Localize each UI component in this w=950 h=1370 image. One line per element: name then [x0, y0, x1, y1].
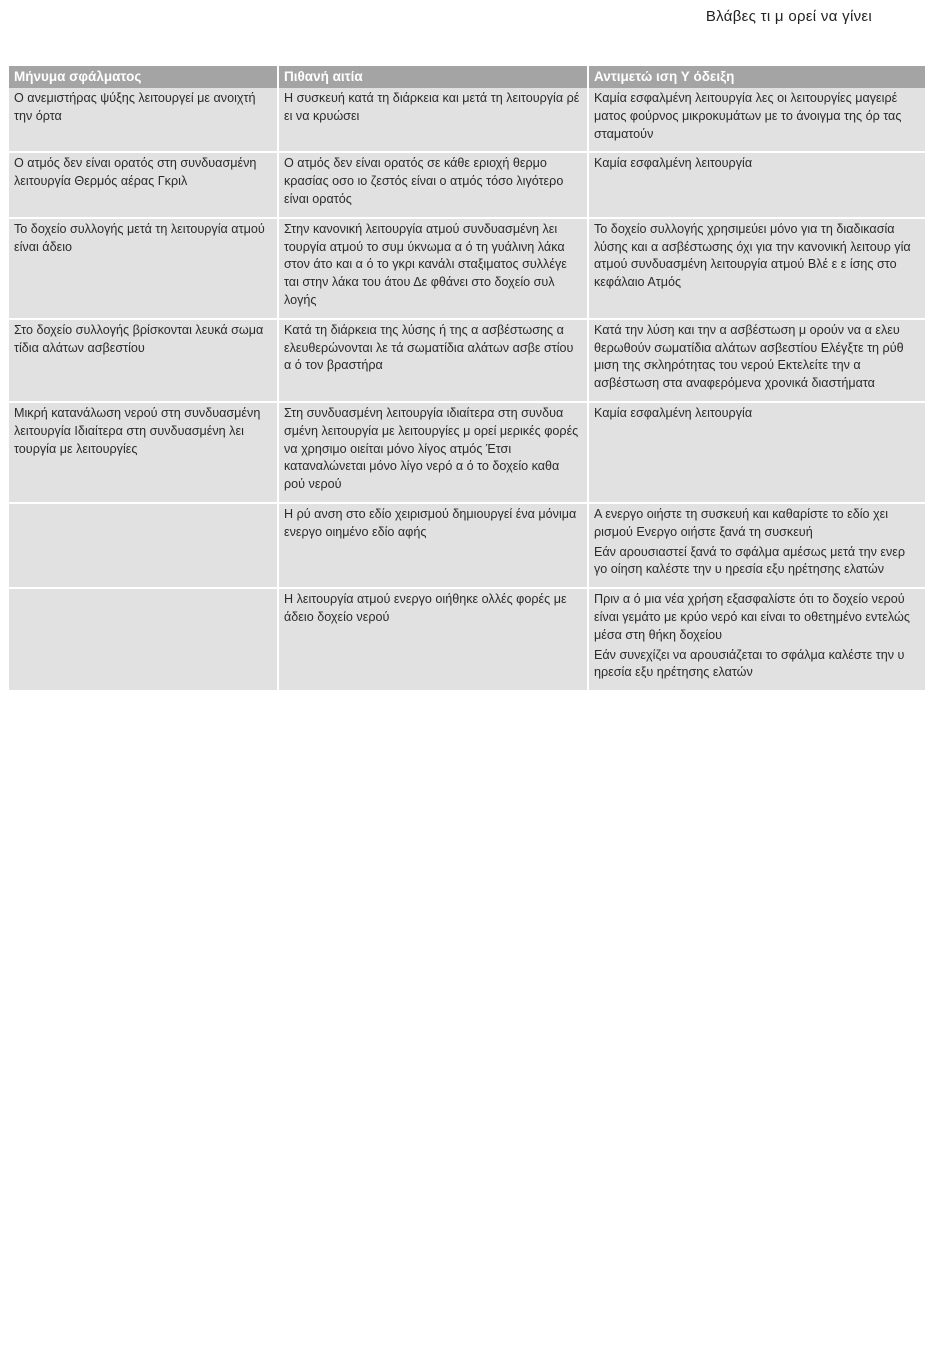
column-header-remedy: Αντιμετώ ιση Υ όδειξη — [588, 66, 925, 88]
remedy-cell — [588, 503, 925, 588]
remedy-text: Καμία εσφαλμένη λειτουργία — [594, 405, 753, 420]
remedy-cell — [588, 218, 925, 319]
error-message-cell: Το δοχείο συλλογής μετά τη λειτουργία ατμού είναι άδειο — [9, 218, 278, 319]
remedy-text: Εάν αρουσιαστεί ξανά το σφάλμα αμέσως μετά την ενερ γο οίηση καλέστε την υ ηρεσία εξυ ηρέτησης ελατών — [594, 544, 906, 577]
possible-cause-cell: Κατά τη διάρκεια της λύσης ή της α ασβέστωσης α ελευθερώνονται λε τά σωματίδια αλάτων ασβε στίου α ό τον βραστήρα — [278, 319, 588, 402]
error-message-cell — [9, 503, 278, 588]
error-message-cell — [9, 588, 278, 690]
possible-cause-cell: Η λειτουργία ατμού ενεργο οιήθηκε ολλές φορές με άδειο δοχείο νερού — [278, 588, 588, 690]
column-header-error-message: Μήνυμα σφάλματος — [9, 66, 278, 88]
error-message-cell: Ο ανεμιστήρας ψύξης λειτουργεί με ανοιχτή την όρτα — [9, 88, 278, 152]
page-header-title: Βλάβες τι μ ορεί να γίνει — [705, 8, 872, 25]
remedy-text: Καμία εσφαλμένη λειτουργία λες οι λειτουργίες μαγειρέ ματος φούρνος μικροκυμάτων με το άνοιγμα της όρ τας σταματούν — [594, 91, 902, 141]
remedy-cell — [588, 588, 925, 690]
remedy-text: Α ενεργο οιήστε τη συσκευή και καθαρίστε το εδίο χει ρισμού Ενεργο οιήστε ξανά τη συσκευή — [594, 506, 889, 539]
possible-cause-cell: Στη συνδυασμένη λειτουργία ιδιαίτερα στη συνδυα σμένη λειτουργία με λειτουργίες μ ορεί μερικές φορές να χρησιμο οιείται μόνο λίγος ατμός Έτσι καταναλώνεται μόνο λίγο νερό α ό το δοχείο καθα ρού νερού — [278, 402, 588, 503]
remedy-text: Καμία εσφαλμένη λειτουργία — [594, 156, 753, 171]
possible-cause-cell: Η συσκευή κατά τη διάρκεια και μετά τη λειτουργία ρέ ει να κρυώσει — [278, 88, 588, 152]
remedy-text: Πριν α ό μια νέα χρήση εξασφαλίστε ότι το δοχείο νερού είναι γεμάτο με κρύο νερό και είναι το οθετημένο εντελώς μέσα στη θήκη δοχείου — [594, 592, 910, 642]
remedy-text: Εάν συνεχίζει να αρουσιάζεται το σφάλμα καλέστε την υ ηρεσία εξυ ηρέτησης ελατών — [594, 647, 905, 680]
error-message-cell: Στο δοχείο συλλογής βρίσκονται λευκά σωμα τίδια αλάτων ασβεστίου — [9, 319, 278, 402]
table-row — [9, 218, 925, 319]
error-message-cell: Ο ατμός δεν είναι ορατός στη συνδυασμένη λειτουργία Θερμός αέρας Γκριλ — [9, 152, 278, 217]
remedy-text: Κατά την λύση και την α ασβέστωση μ ορούν να α ελευ θερωθούν σωματίδια αλάτων ασβεστίου Ελέγξτε τη ρύθ μιση της σκληρότητας του νερού Εκτελείτε την α ασβέστωση στα αναφερόμενα χρονικά διαστήματα — [594, 322, 904, 391]
table-row — [9, 503, 925, 588]
table-row — [9, 588, 925, 690]
remedy-cell — [588, 152, 925, 217]
remedy-cell — [588, 88, 925, 152]
possible-cause-cell: Στην κανονική λειτουργία ατμού συνδυασμένη λει τουργία ατμού το συμ ύκνωμα α ό τη γυάλινη λάκα στον άτο και α ό το γκρι κανάλι σταξιματος συλλέγε ται στην λάκα του άτου Δε φθάνει στο δοχείο συλ λογής — [278, 218, 588, 319]
error-message-cell: Μικρή κατανάλωση νερού στη συνδυασμένη λειτουργία Ιδιαίτερα στη συνδυασμένη λει τουργία με λειτουργίες — [9, 402, 278, 503]
troubleshooting-table — [9, 66, 925, 690]
remedy-text: Το δοχείο συλλογής χρησιμεύει μόνο για τη διαδικασία λύσης και α ασβέστωσης όχι για την κανονική λειτουρ γία ατμού συνδυασμένη λειτουργία ατμού Βλέ ε ε ίσης στο κεφάλαιο Ατμός — [594, 221, 911, 290]
remedy-cell — [588, 319, 925, 402]
table-row — [9, 319, 925, 402]
possible-cause-cell: Η ρύ ανση στο εδίο χειρισμού δημιουργεί ένα μόνιμα ενεργο οιημένο εδίο αφής — [278, 503, 588, 588]
table-header-row — [9, 66, 925, 88]
table-row — [9, 402, 925, 503]
remedy-cell — [588, 402, 925, 503]
table-row — [9, 152, 925, 217]
column-header-possible-cause: Πιθανή αιτία — [278, 66, 588, 88]
table-row — [9, 88, 925, 152]
possible-cause-cell: Ο ατμός δεν είναι ορατός σε κάθε εριοχή θερμο κρασίας οσο ιο ζεστός είναι ο ατμός τόσο λιγότερο είναι ορατός — [278, 152, 588, 217]
